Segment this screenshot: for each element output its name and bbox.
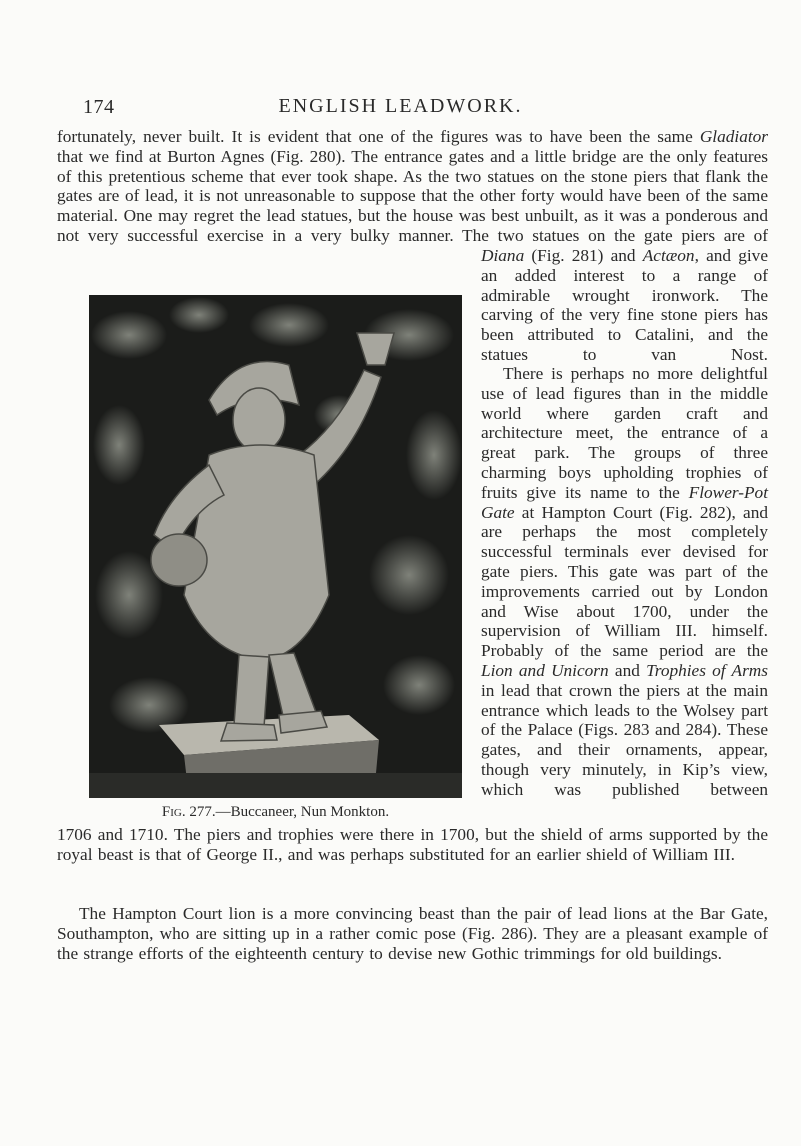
paragraph-4: The Hampton Court lion is a more convincing beast than the pair of lead lions at the Bar Gate, Southampton, who are sitting up in a rather comic pose (Fig. 286). They are a pleasant example of the strange efforts of the eighteenth century to devise new Gothic trimmings for old buildings. bbox=[57, 904, 768, 963]
figure-photograph-buccaneer-statue bbox=[89, 295, 462, 798]
paragraph-3-continued: 1706 and 1710. The piers and trophies were there in 1700, but the shield of arms supported by the royal beast is that of George II., and was perhaps substituted for an earlier shield of William III. bbox=[57, 825, 768, 864]
page-number: 174 bbox=[83, 96, 115, 118]
figure-caption: Fig. 277.—Buccaneer, Nun Monkton. bbox=[161, 804, 390, 820]
running-head: ENGLISH LEADWORK. bbox=[278, 95, 523, 117]
statue-photo-illustration bbox=[89, 295, 462, 798]
paragraph-2: Diana (Fig. 281) and Actæon, and give an added interest to a range of admirable wrought ironwork. The carving of the very fine stone piers has been attributed to Catalini, and the statues to van Nost. bbox=[481, 246, 768, 364]
paragraph-3: There is perhaps no more delightful use of lead figures than in the middle world where garden craft and architecture meet, the entrance of a great park. The groups of three charming boys upholding trophies of fruits give its name to the Flower-Pot Gate at Hampton Court (Fig. 282), and are perhaps the most completely successful terminals ever devised for gate piers. This gate was part of the improvements carried out by London and Wise about 1700, under the supervision of William III. himself. Probably of the same period are the Lion and Unicorn and Trophies of Arms in lead that crown the piers at the main entrance which leads to the Wolsey part of the Palace (Figs. 283 and 284). These gates, and their ornaments, appear, though very minutely, in Kip’s view, which was published between bbox=[481, 364, 769, 799]
paragraph-1: fortunately, never built. It is evident that one of the figures was to have been the same Gladiator that we find at Burton Agnes (Fig. 280). The entrance gates and a little bridge are the only features of this pretentious scheme that ever took shape. As the two statues on the stone piers that flank the gates are of lead, it is not unreasonable to suppose that the other forty would have been of the same material. One may regret the lead statues, but the house was best unbuilt, as it was a ponderous and not very successful exercise in a very bulky manner. The two statues on the gate piers are of bbox=[57, 127, 768, 245]
